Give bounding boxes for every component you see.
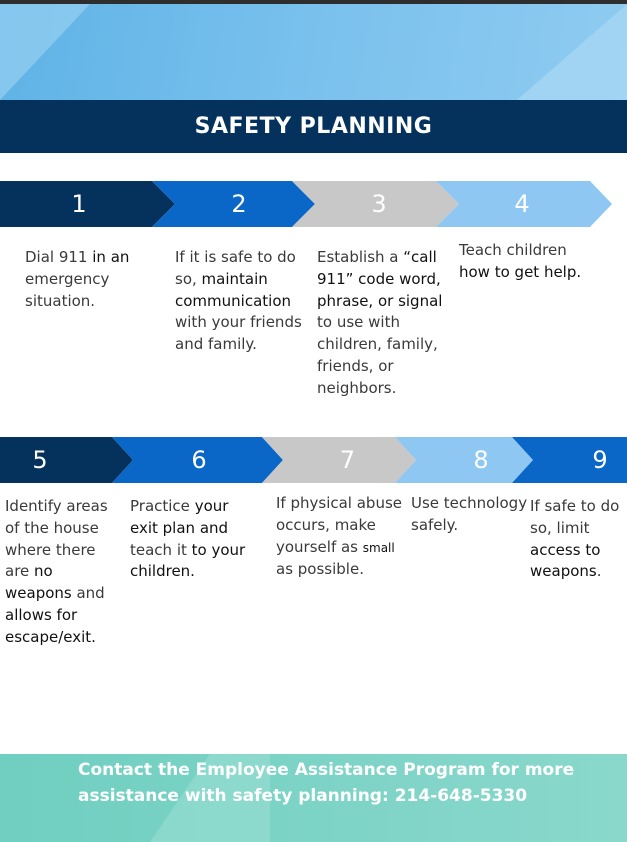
step-number-9: 9 [592, 446, 608, 474]
step-text-part: to use with children, family, friends, or neighbors. [317, 313, 438, 397]
step-text-emphasis: maintain communication [175, 269, 292, 310]
step-text-8 [411, 493, 531, 537]
step-text-part: and [71, 584, 105, 603]
step-text-emphasis: small [362, 540, 395, 555]
step-text-emphasis: no weapons [5, 562, 72, 603]
step-text-part: Practice [130, 497, 190, 515]
step-text-part: teach it [130, 540, 187, 559]
banner-facet [0, 4, 90, 100]
step-number-2: 2 [231, 190, 247, 218]
contact-text: Contact the Employee Assistance Program for more assistance with safety planning: 214-648-5330 [78, 760, 575, 806]
step-text-emphasis: to your children. [130, 540, 246, 581]
step-number-3: 3 [371, 190, 387, 218]
step-text-part: Use technology safely. [411, 494, 528, 534]
step-text-emphasis: in an [87, 248, 130, 266]
step-text-6 [130, 496, 270, 583]
step-text-part: If safe to do so, limit [530, 497, 620, 537]
steps-row-1 [0, 181, 627, 227]
step-text-2 [175, 247, 315, 356]
step-text-part: as possible. [276, 560, 364, 579]
step-text-emphasis: how to get help. [459, 262, 582, 281]
steps-row-2 [0, 437, 627, 483]
header-banner [0, 4, 627, 100]
step-number-7: 7 [339, 446, 356, 474]
step-number-8: 8 [473, 446, 489, 474]
step-text-part: with your friends and family. [175, 313, 302, 354]
step-text-emphasis: allows for escape/exit. [5, 605, 96, 646]
step-text-emphasis: “call 911” code word, phrase, or signal [317, 248, 443, 310]
step-text-emphasis: access to weapons [530, 540, 601, 581]
step-number-4: 4 [514, 190, 530, 218]
step-text-part: Teach children [459, 241, 567, 259]
step-text-9 [530, 496, 627, 583]
step-text-part: If physical abuse occurs, make yourself as [276, 494, 402, 556]
page-title: SAFETY PLANNING [194, 114, 433, 139]
step-text-part: Dial 911 [25, 248, 88, 266]
footer-banner [0, 754, 627, 842]
step-number-6: 6 [191, 446, 207, 474]
title-bar [0, 100, 627, 153]
step-text-part: Establish a [317, 248, 404, 266]
step-text-part: . [596, 562, 602, 581]
step-text-part: emergency situation. [25, 269, 110, 310]
step-text-emphasis: your exit plan and [130, 497, 229, 537]
step-text-7 [276, 493, 406, 581]
step-number-1: 1 [71, 190, 87, 218]
step-text-5 [5, 496, 125, 649]
banner-facet [517, 4, 627, 100]
step-number-5: 5 [32, 446, 48, 474]
step-text-4 [459, 240, 609, 284]
step-text-part: Identify areas of the house where there are [5, 497, 108, 581]
step-text-1 [25, 247, 165, 312]
step-text-3 [317, 247, 457, 400]
step-text-part: If it is safe to do so, [175, 248, 296, 288]
